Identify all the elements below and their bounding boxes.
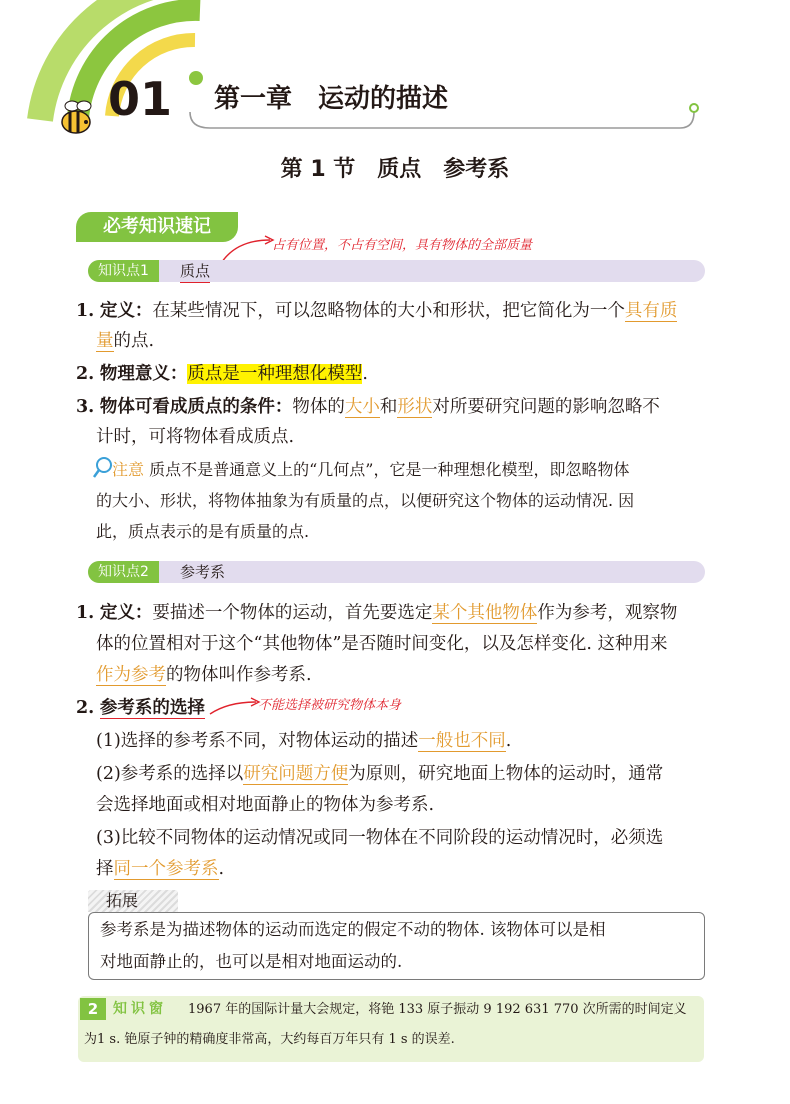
end: . <box>362 364 368 384</box>
blank-answer: 形状 <box>397 397 433 417</box>
k1-item2 <box>76 361 706 387</box>
text: 要描述一个物体的运动，首先要选定 <box>152 603 433 623</box>
blank-answer: 研究问题方便 <box>243 764 349 784</box>
k2-item1-line3 <box>96 662 726 688</box>
k1-item3-line2: 计时，可将物体看成质点. <box>96 427 295 447</box>
knowledge-window-label: 知识窗 <box>113 1001 167 1017</box>
kp1-title: 质点 <box>180 260 210 283</box>
kp1-badge: 知识点1 <box>88 260 159 282</box>
blank-answer: 一般也不同 <box>418 731 506 751</box>
k2-item2-p3-line2 <box>96 856 726 882</box>
bee-icon <box>62 101 91 133</box>
blank-answer: 某个其他物体 <box>432 603 538 623</box>
label: 物理意义： <box>99 364 188 384</box>
k1-item1-line1 <box>76 298 706 324</box>
k1-item3-line1 <box>76 394 706 420</box>
end: . <box>218 859 225 879</box>
k2-item2-p2-line1 <box>96 761 726 787</box>
note-line1 <box>112 457 742 483</box>
k2-item2-p1 <box>96 728 726 754</box>
text: 为原则，研究地面上物体的运动时，通常 <box>348 764 664 784</box>
label: 参考系的选择 <box>99 698 205 718</box>
extension-line1: 参考系是为描述物体的运动而选定的假定不动的物体. 该物体可以是相 <box>100 920 606 939</box>
kp2-title: 参考系 <box>180 563 226 581</box>
blank-answer: 同一个参考系 <box>113 859 219 879</box>
label: 物体可看成质点的条件： <box>99 397 293 417</box>
extension-label: 拓展 <box>106 891 139 910</box>
note-line2: 的大小、形状，将物体抽象为有质量的点，以便研究这个物体的运动情况. 因 <box>96 491 635 510</box>
num: 1. <box>76 603 95 623</box>
note-line3: 此，质点表示的是有质量的点. <box>96 522 310 541</box>
k2-item2-p2-line2: 会选择地面或相对地面静止的物体为参考系. <box>96 795 435 815</box>
kp2-badge: 知识点2 <box>88 561 159 583</box>
annotation-note-2: 不能选择被研究物体本身 <box>258 698 402 713</box>
text: 对所要研究问题的影响忽略不 <box>432 397 660 417</box>
num: 2. <box>76 698 95 718</box>
text: 和 <box>379 397 398 417</box>
banner-must-know: 必考知识速记 <box>76 212 238 242</box>
text: 的物体叫作参考系. <box>166 665 312 685</box>
text: 作为参考，观察物 <box>537 603 678 623</box>
k2-item1-line1 <box>76 600 706 626</box>
footer-line1: 1967 年的国际计量大会规定，将铯 133 原子振动 9 192 631 770 次所需的时间定义 <box>188 1002 687 1017</box>
extension-line2: 对地面静止的，也可以是相对地面运动的. <box>100 952 403 971</box>
footer-line2: 为1 s. 铯原子钟的精确度非常高，大约每百万年只有 1 s 的误差. <box>84 1032 455 1047</box>
section-title: 第 1 节 质点 参考系 <box>280 157 510 182</box>
dot <box>36 103 50 117</box>
dot <box>189 71 203 85</box>
chapter-title: 第一章 运动的描述 <box>214 84 449 114</box>
text: (1)选择的参考系不同，对物体运动的描述 <box>96 731 419 751</box>
text: 择 <box>96 859 114 879</box>
end: . <box>505 731 512 751</box>
label: 定义： <box>99 603 153 623</box>
blank-answer: 量 <box>96 331 114 351</box>
text: 物体的 <box>292 397 345 417</box>
label: 定义： <box>99 301 153 321</box>
k2-item2-p3-line1: (3)比较不同物体的运动情况或同一物体在不同阶段的运动情况时，必须选 <box>96 828 664 848</box>
line-end-dot <box>690 104 698 112</box>
num: 1. <box>76 301 95 321</box>
text: (2)参考系的选择以 <box>96 764 244 784</box>
blank-answer: 大小 <box>344 397 380 417</box>
num: 3. <box>76 397 95 417</box>
k1-item1-line2 <box>96 328 726 354</box>
text: 在某些情况下，可以忽略物体的大小和形状，把它简化为一个 <box>152 301 625 321</box>
note-label: 注意 <box>112 460 145 479</box>
k2-item1-line2: 体的位置相对于这个“其他物体”是否随时间变化，以及怎样变化. 这种用来 <box>96 634 668 654</box>
num: 2. <box>76 364 95 384</box>
blank-answer: 作为参考 <box>96 665 166 685</box>
chapter-number: 01 <box>108 72 173 126</box>
page-number: 2 <box>80 998 106 1020</box>
text: 的点. <box>113 331 155 351</box>
blank-answer: 具有质 <box>624 301 678 321</box>
note-text: 质点不是普通意义上的“几何点”，它是一种理想化模型，即忽略物体 <box>149 460 630 479</box>
highlight-text: 质点是一种理想化模型 <box>187 364 363 384</box>
annotation-note-1: 占有位置，不占有空间，具有物体的全部质量 <box>272 238 533 253</box>
